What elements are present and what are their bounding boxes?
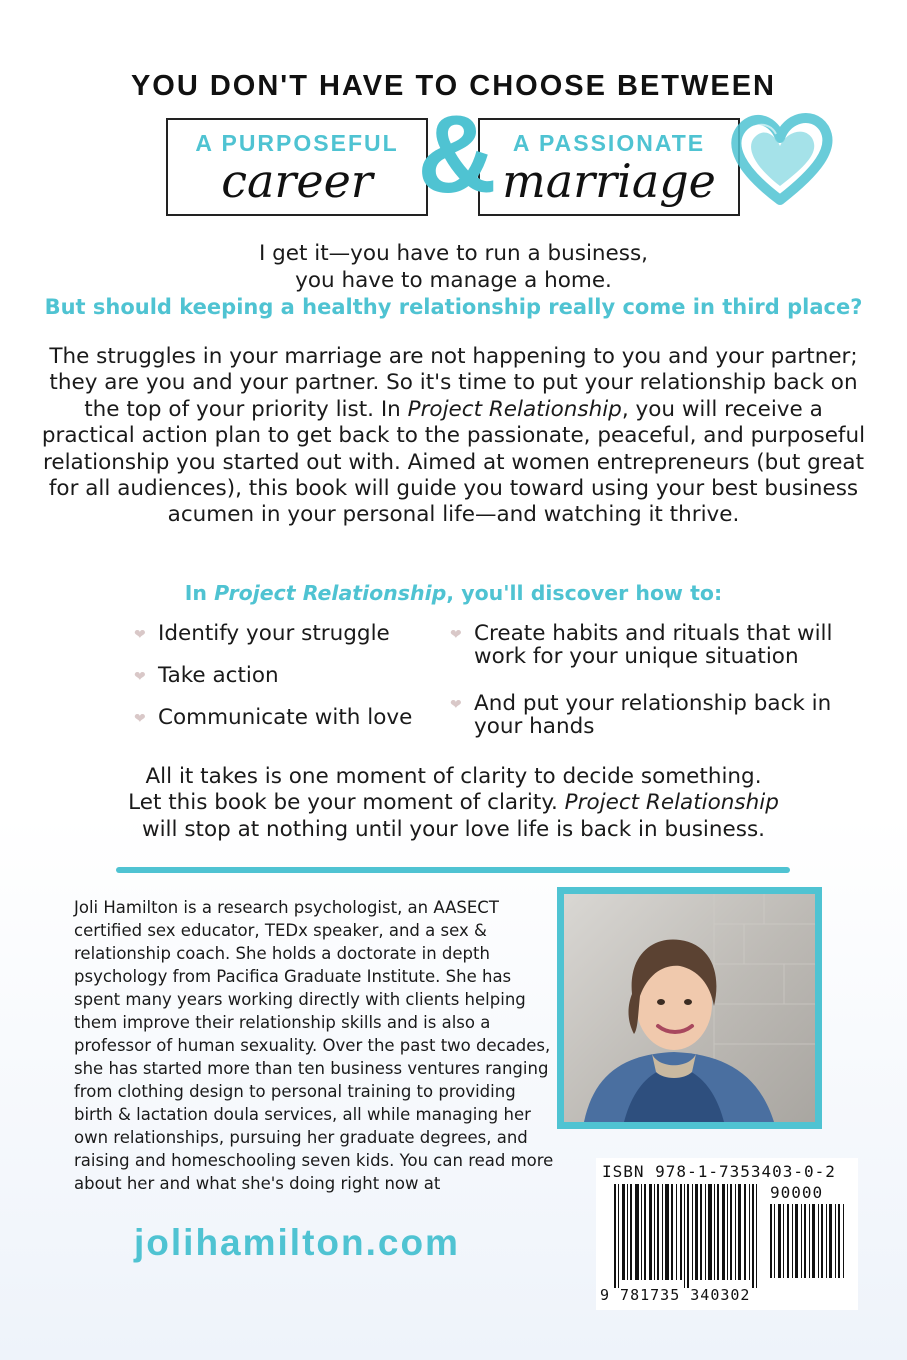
heart-bullet-icon: ❤: [134, 711, 146, 727]
main-barcode-bars: [614, 1184, 764, 1288]
description-paragraph: [40, 344, 867, 529]
heart-bullet-icon: ❤: [134, 627, 146, 643]
passionate-marriage-box: [478, 118, 740, 216]
intro-line-1: I get it—you have to run a business,: [258, 241, 649, 266]
discover-heading: [0, 581, 907, 605]
purposeful-career-box: [166, 118, 428, 216]
author-bio: Joli Hamilton is a research psychologist, an AASECT certified sex educator, TEDx speaker, and a sex & relationship coach. She holds a doctorate in depth psychology from Pacifica Graduate Institute. She has spent many years working directly with clients helping them improve their relationship skills and is also a professor of human sexuality. Over the past two decades, she has started more than ten business ventures ranging from clothing design to personal training to providing birth & lactation doula services, all while managing her own relationships, pursuing her graduate degrees, and raising and homeschooling seven kids. You can read more about her and what she's doing right now at: [74, 898, 554, 1193]
closing-book-title: Project Relationship: [564, 790, 779, 816]
right-choice-script: marriage: [502, 154, 716, 208]
description-book-title: Project Relationship: [407, 396, 622, 422]
left-choice-caps: A PURPOSEFUL: [195, 130, 399, 156]
intro-line-2: you have to manage a home.: [295, 268, 612, 293]
author-portrait-icon: [564, 894, 815, 1122]
ampersand: &: [417, 93, 497, 216]
list-item: [450, 692, 870, 762]
closing-line-1: All it takes is one moment of clarity to decide something.: [145, 764, 762, 789]
list-item-text: Create habits and rituals that will work for your unique situation: [474, 621, 833, 669]
list-item: [134, 664, 434, 706]
headline: YOU DON'T HAVE TO CHOOSE BETWEEN: [130, 70, 777, 102]
closing-line-3: will stop at nothing until your love life is back in business.: [141, 816, 765, 842]
bullet-list-left: [134, 622, 434, 748]
heart-bullet-icon: ❤: [134, 669, 146, 685]
author-photo-frame: [557, 887, 822, 1129]
isbn-number: ISBN 978-1-7353403-0-2: [602, 1162, 836, 1181]
discover-prefix: In: [184, 581, 215, 605]
author-photo: [564, 894, 815, 1122]
isbn-barcode: [596, 1158, 858, 1310]
intro-text: [0, 240, 907, 321]
intro-highlight: But should keeping a healthy relationship really come in third place?: [44, 295, 863, 319]
description-part-1: The struggles in your marriage are not happening to you and your partner; they are you and your partner. So it's time to put your relationship back on the top of your priority list. In: [49, 344, 858, 422]
heart-bullet-icon: ❤: [450, 627, 462, 643]
list-item-text: And put your relationship back in your hands: [474, 691, 832, 739]
left-choice-script: career: [221, 154, 373, 208]
closing-line-2-text: Let this book be your moment of clarity.: [128, 790, 565, 816]
list-item: [134, 622, 434, 664]
heart-brush-icon: [720, 100, 840, 220]
closing-text: [0, 764, 907, 843]
closing-line-2: [0, 790, 907, 816]
barcode-digits: 9 781735 340302: [600, 1286, 751, 1304]
list-item: [450, 622, 870, 692]
list-item-text: Identify your struggle: [158, 621, 390, 646]
heart-bullet-icon: ❤: [450, 697, 462, 713]
list-item-text: Take action: [158, 663, 279, 688]
discover-book-title: Project Relationship: [214, 581, 447, 605]
section-divider: [116, 867, 790, 873]
list-item-text: Communicate with love: [158, 705, 413, 730]
right-choice-caps: A PASSIONATE: [512, 130, 706, 156]
description-part-2: , you will receive a practical action plan to get back to the passionate, peaceful, and purposeful relationship you started out with. Aimed at women entrepreneurs (but great for all audiences), this book will guide you toward using your best business acumen in your personal life—and watching it thrive.: [41, 396, 866, 528]
price-code: 90000: [770, 1183, 824, 1202]
list-item: [134, 706, 434, 748]
addon-barcode-bars: [770, 1204, 846, 1278]
discover-suffix: , you'll discover how to:: [446, 581, 723, 605]
author-website-link[interactable]: jolihamilton.com: [134, 1222, 460, 1263]
bullet-list-right: [450, 622, 870, 762]
